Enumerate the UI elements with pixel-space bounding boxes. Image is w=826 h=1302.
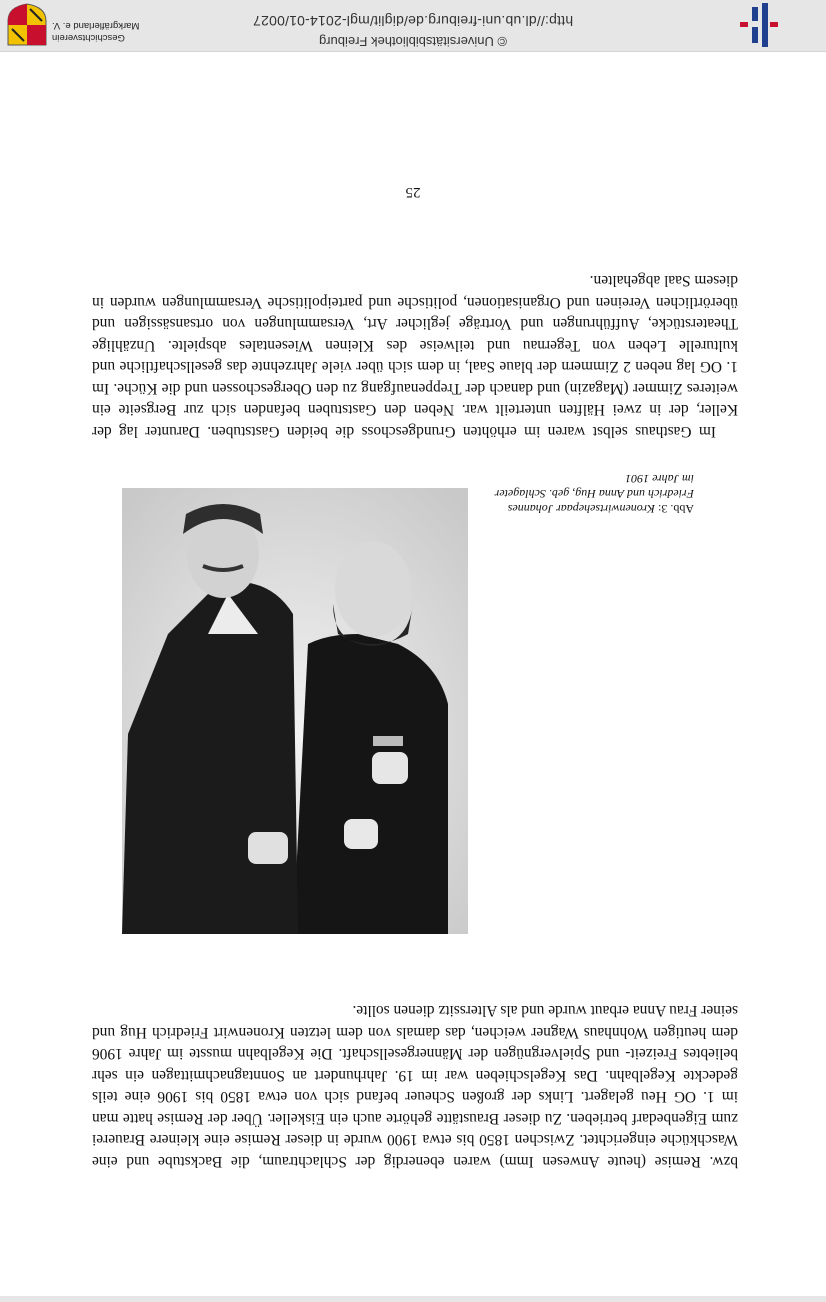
society-logo[interactable] (6, 1, 166, 49)
body-paragraph-2: Im Gasthaus selbst waren im erhöhten Grundgeschoss die beiden Gaststuben. Darunter lag der Keller, der in zwei Hälften unterteilt war. Neben den Gaststuben befanden sich zur Bergseite ein weiteres Zimmer (Magazin) und danach der Treppenaufgang zu den Obergeschossen und die Küche. Im 1. OG lag neben 2 Zimmern der blaue Saal, in dem sich über viele Jahrzehnte das gesellschaftliche und kulturelle Leben von Tegernau und teilweise des Kleinen Wiesentales abspielte. Unzählige Theaterstücke, Aufführungen und Vorträge jeglicher Art, Versammlungen von ortsansässigen und überörtlichen Vereinen und Organisationen, politische und parteipolitische Versammlungen wurden in diesem Saal abgehalten. (92, 272, 738, 440)
footer-copyright: © Universitätsbibliothek Freiburg (318, 34, 508, 49)
woman-dress (293, 634, 448, 934)
caption-text: Kronenwirtsehepaar Johannes Friedrich und Anna Hug, geb. Schlageter im Jahre 1901 (494, 472, 694, 516)
man-hand (248, 832, 288, 864)
university-library-logo-icon[interactable] (728, 3, 798, 47)
footer-bar (0, 0, 826, 52)
footer-url-link[interactable]: http://dl.ub.uni-freiburg.de/diglit/mgl-2014-01/0027 (252, 13, 574, 29)
woman-hand-right (344, 819, 378, 849)
body-paragraph-1: bzw. Remise (heute Anwesen Imm) waren ebenerdig der Schlachtraum, die Backstube und eine Waschküche eingerichtet. Zwischen 1850 bis etwa 1900 wurde in dieser Remise eine kleinere Brauerei zum Eigenbedarf betrieben. Zu dieser Braustätte gehörte auch ein Eiskeller. Über der Remise hatte man im 1. OG Heu gelagert. Links der großen Scheuer befand sich von etwa 1850 bis 1906 eine teils gedeckte Kegelbahn. Das Kegelschieben war im 19. Jahrhundert an Sonntagnachmittagen ein sehr beliebtes Freizeit- und Spielvergnügen der Männergesellschaft. Die Kegelbahn musste im Jahre 1906 dem heutigen Wohnhaus Wagner weichen, das damals von dem letzten Kronenwirt Friedrich Hug und seiner Frau Anna erbaut wurde und als Alterssitz dienen sollte. (92, 1002, 738, 1170)
caption-label: Abb. 3: (658, 502, 694, 516)
society-name: Geschichtsverein Markgräflerland e. V. (52, 20, 140, 43)
historical-photo (122, 488, 468, 934)
coat-of-arms-icon (6, 3, 48, 47)
page-number: 25 (405, 184, 421, 200)
woman-hand-left (372, 752, 408, 784)
figure-caption (484, 471, 694, 516)
brooch (373, 736, 403, 746)
top-edge-strip (0, 1296, 826, 1302)
woman-face (335, 541, 411, 637)
